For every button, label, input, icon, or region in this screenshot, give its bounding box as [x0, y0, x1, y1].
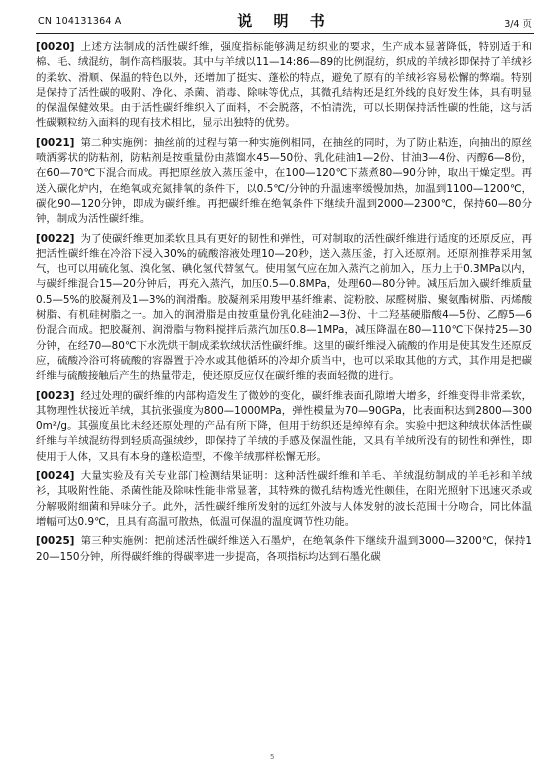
paragraph-text: 大量实验及有关专业部门检测结果证明：这种活性碳纤维和羊毛、羊绒混纺制成的羊毛衫和羊绒衫，其吸附性能、杀菌性能及除味性能非常显著，其特殊的微孔结构透光性颇佳，在阳光照射下迅速灭杀或分解吸附细菌和异味分子。此外，活性碳纤维所发射的远红外波与人体发射的波长范围十分吻合，同比体温增幅可达0.9℃，且具有高温可散热，低温可保温的温度调节性功能。 [36, 470, 532, 528]
paragraph-number: [0021] [36, 136, 75, 149]
paragraph-number: [0023] [36, 389, 75, 402]
paragraph-0025 [36, 534, 532, 565]
paragraph-number: [0020] [36, 41, 75, 53]
paragraph-number: [0025] [36, 535, 75, 548]
paragraph-text: 经过处理的碳纤维的内部构造发生了微妙的变化，碳纤维表面孔隙增大增多，纤维变得非常柔软，其物理性状接近羊绒，其抗张强度为800—1000MPa，弹性模量为70—90GPa，比表面积达到2800—3000m²/g。其强度虽比未经还原处理的产品有所下降，但用于纺织还是绰绰有余。实验中把这种绒状体活性碳纤维与羊绒混纺得到轻质高强绒纱，即保持了羊绒的手感及保温性能，又具有羊绒所没有的韧性和弹性，即使用于人体，又具有本身的蓬松造型，不像羊绒那样松懈无形。 [36, 389, 532, 463]
paragraph-text: 第三种实施例：把前述活性碳纤维送入石墨炉，在绝氧条件下继续升温到3000—3200℃，保持120—150分钟，所得碳纤维的得碳率进一步提高，各项指标均达到石墨化碳 [36, 535, 532, 563]
paragraph-number: [0022] [36, 232, 75, 245]
paragraph-0023 [36, 389, 532, 465]
page-header [38, 6, 532, 30]
paragraph-0021 [36, 136, 532, 228]
document-body [36, 40, 532, 569]
paragraph-text: 第二种实施例：抽丝前的过程与第一种实施例相同，在抽丝的同时，为了防止粘连，向抽出的原丝喷洒雾状的防粘剂，防粘剂是按重量份由蒸馏水45—50份、乳化硅油1—2份、甘油3—4份、丙醇6—8份，在60—70℃下混合而成。再把原丝放入蒸压釜中，在100—120℃下蒸煮80—90分钟，取出干燥定型。再送入碳化炉内，在绝氧或充氮排氧的条件下，以0.5℃/分钟的升温速率缓慢加热，加温到1100—1200℃，碳化90—120分钟，即成为碳纤维。再把碳纤维在绝氧条件下继续升温到2000—2300℃，保持60—80分钟，制成为活性碳纤维。 [36, 136, 532, 226]
paragraph-text: 为了使碳纤维更加柔软且具有更好的韧性和弹性，可对制取的活性碳纤维进行适度的还原反应，再把活性碳纤维在冷浴下浸入30%的硫酸溶液处理10—20秒，送入蒸压釜，打入还原剂。还原剂推荐采用氢气，也可以用硫化氢、溴化氢、碘化氢代替氢气。使用氢气应在加入蒸汽之前加入，压力上于0.3MPa以内，与碳纤维混合15—20分钟后，再充入蒸汽，加压0.5—0.8MPa，处理60—80分钟。减压后加入碳纤维质量0.5—5%的胶凝剂及1—3%的润滑酯。胶凝剂采用羧甲基纤维素、淀粉胶、尿醛树脂、聚氨酯树脂、丙烯酸树脂、有机硅树脂之一。加入的润滑脂是由按重量份乳化硅油2—3份、十二羟基硬脂酸4—5份、乙醇5—6份混合而成。把胶凝剂、润滑脂与物料搅拌后蒸汽加压0.8—1MPa，减压降温在80—110℃下保持25—30分钟，在经70—80℃下水洗烘干制成柔软绒状活性碳纤维。这里的碳纤维浸入硫酸的作用是使其发生还原反应，硫酸冷浴可将硫酸的容器置于冷水或其他循环的冷却介质当中，也可以采取其他的方式，其作用是把碳纤维与硫酸接触后产生的热量带走，使还原反应仅在碳纤维的表面轻微的进行。 [36, 232, 532, 383]
footer-page-mark: 5 [270, 753, 275, 761]
paragraph-0024 [36, 469, 532, 530]
header-rule [36, 33, 534, 34]
paragraph-0020 [36, 40, 532, 132]
page-number: 3/4 页 [504, 19, 532, 30]
paragraph-number: [0024] [36, 470, 75, 483]
paragraph-text: 上述方法制成的活性碳纤维，强度指标能够满足纺织业的要求，生产成本显著降低，特别适于和棉、毛、绒混纺，制作高档服装。其中与羊绒以11—14:86—89的比例混纺，织成的羊绒衫即保持了羊绒衫的柔软、滑顺、保温的特色以外，还增加了挺实、蓬松的特点，避免了原有的羊绒衫容易松懈的弊端。特别是保持了活性碳的吸附、净化、杀菌、消毒、除味等优点，其微孔结构还是红外线的良好发生体，具有明显的保温保健效果。由于活性碳纤维织入了面料，不会脱落，不怕清洗，可以长期保持活性碳的性能，这与活性碳颗粒纺入面料的现有技术相比，显示出独特的优势。 [36, 41, 532, 130]
patent-number: CN 104131364 A [38, 16, 122, 27]
paragraph-0022 [36, 232, 532, 385]
document-title: 说 明 书 [237, 12, 333, 30]
